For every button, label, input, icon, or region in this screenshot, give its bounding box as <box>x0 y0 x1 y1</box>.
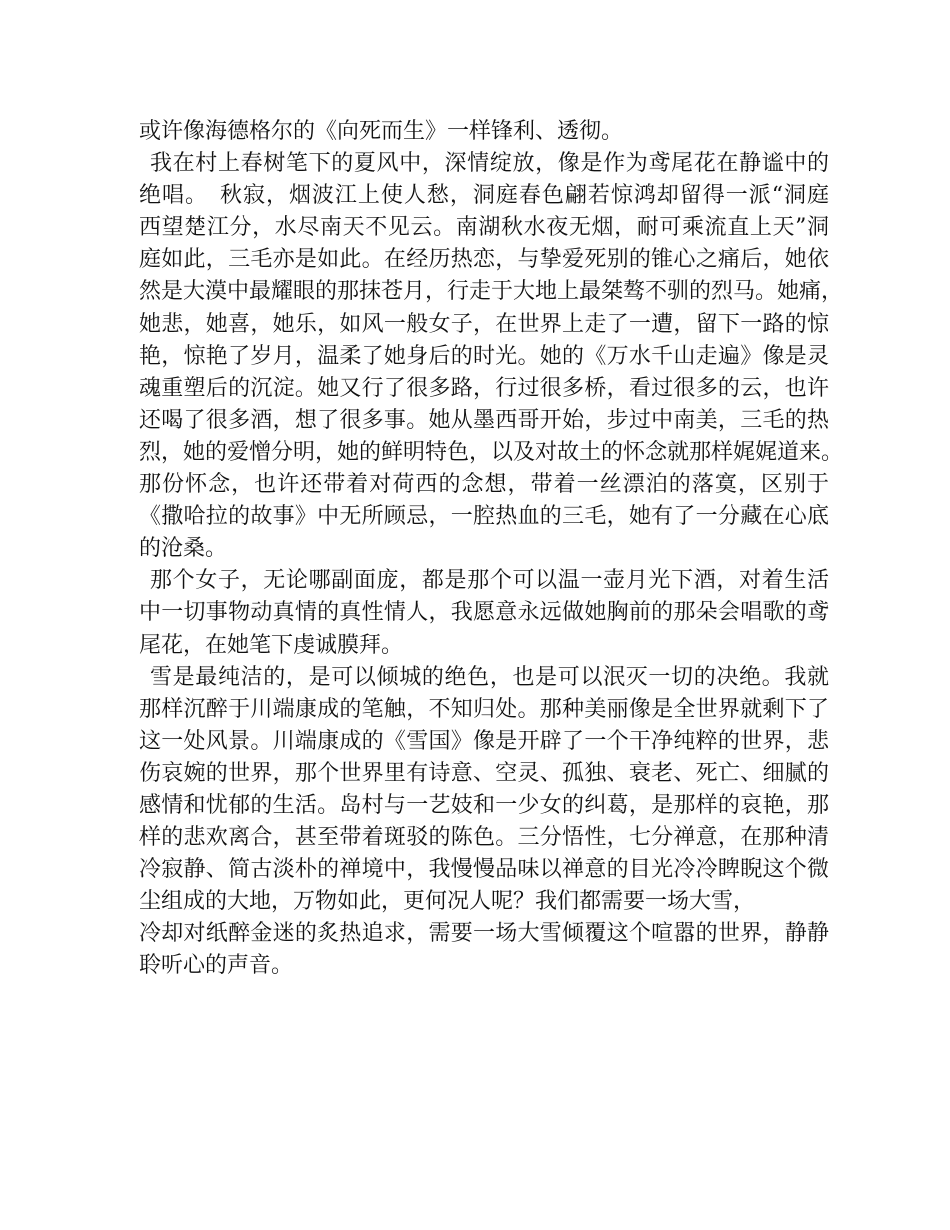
text-line: 魂重塑后的沉淀。她又行了很多路，行过很多桥，看过很多的云，也许 <box>139 375 829 401</box>
text-line: 伤哀婉的世界，那个世界里有诗意、空灵、孤独、衰老、死亡、细腻的 <box>139 760 829 786</box>
text-line: 样的悲欢离合，甚至带着斑驳的陈色。三分悟性，七分禅意，在那种清 <box>139 825 829 851</box>
text-line: 这一处风景。川端康成的《雪国》像是开辟了一个干净纯粹的世界，悲 <box>139 728 829 754</box>
text-line: 那样沉醉于川端康成的笔触，不知归处。那种美丽像是全世界就剩下了 <box>139 696 829 722</box>
text-line: 烈，她的爱憎分明，她的鲜明特色，以及对故土的怀念就那样娓娓道来。 <box>139 439 844 465</box>
text-line: 感情和忧郁的生活。岛村与一艺妓和一少女的纠葛，是那样的哀艳，那 <box>139 792 829 818</box>
text-line: 庭如此，三毛亦是如此。在经历热恋，与挚爱死别的锥心之痛后，她依 <box>139 247 829 273</box>
text-line: 中一切事物动真情的真性情人，我愿意永远做她胸前的那朵会唱歌的鸢 <box>139 600 829 626</box>
text-line: 冷却对纸醉金迷的炙热追求，需要一场大雪倾覆这个喧嚣的世界，静静 <box>139 921 829 947</box>
body-text <box>139 116 844 983</box>
text-line: 《撒哈拉的故事》中无所顾忌，一腔热血的三毛，她有了一分藏在心底 <box>139 504 829 530</box>
text-line: 绝唱。 秋寂，烟波江上使人愁，洞庭春色翩若惊鸿却留得一派“洞庭 <box>139 183 829 209</box>
text-line: 尾花，在她笔下虔诚膜拜。 <box>139 632 404 658</box>
text-line: 还喝了很多酒，想了很多事。她从墨西哥开始，步过中南美，三毛的热 <box>139 407 829 433</box>
text-line: 雪是最纯洁的，是可以倾城的绝色，也是可以泯灭一切的决绝。我就 <box>150 664 829 690</box>
text-line: 冷寂静、简古淡朴的禅境中，我慢慢品味以禅意的目光冷冷睥睨这个微 <box>139 857 829 883</box>
text-line: 那个女子，无论哪副面庞，都是那个可以温一壶月光下酒，对着生活 <box>150 568 829 594</box>
text-line: 她悲，她喜，她乐，如风一般女子，在世界上走了一遭，留下一路的惊 <box>139 311 829 337</box>
text-line: 西望楚江分，水尽南天不见云。南湖秋水夜无烟，耐可乘流直上天”洞 <box>139 215 829 241</box>
text-line: 尘组成的大地，万物如此，更何况人呢？我们都需要一场大雪， <box>139 889 756 915</box>
text-line: 聆听心的声音。 <box>139 953 294 979</box>
text-line: 或许像海德格尔的《向死而生》一样锋利、透彻。 <box>139 119 624 144</box>
text-line: 艳，惊艳了岁月，温柔了她身后的时光。她的《万水千山走遍》像是灵 <box>139 343 829 369</box>
text-line: 然是大漠中最耀眼的那抹苍月，行走于大地上最桀骜不驯的烈马。她痛， <box>139 279 844 305</box>
text-line: 我在村上春树笔下的夏风中，深情绽放，像是作为鸢尾花在静谧中的 <box>150 151 829 177</box>
text-line: 的沧桑。 <box>139 536 228 562</box>
text-line: 那份怀念，也许还带着对荷西的念想，带着一丝漂泊的落寞，区别于 <box>139 472 829 498</box>
